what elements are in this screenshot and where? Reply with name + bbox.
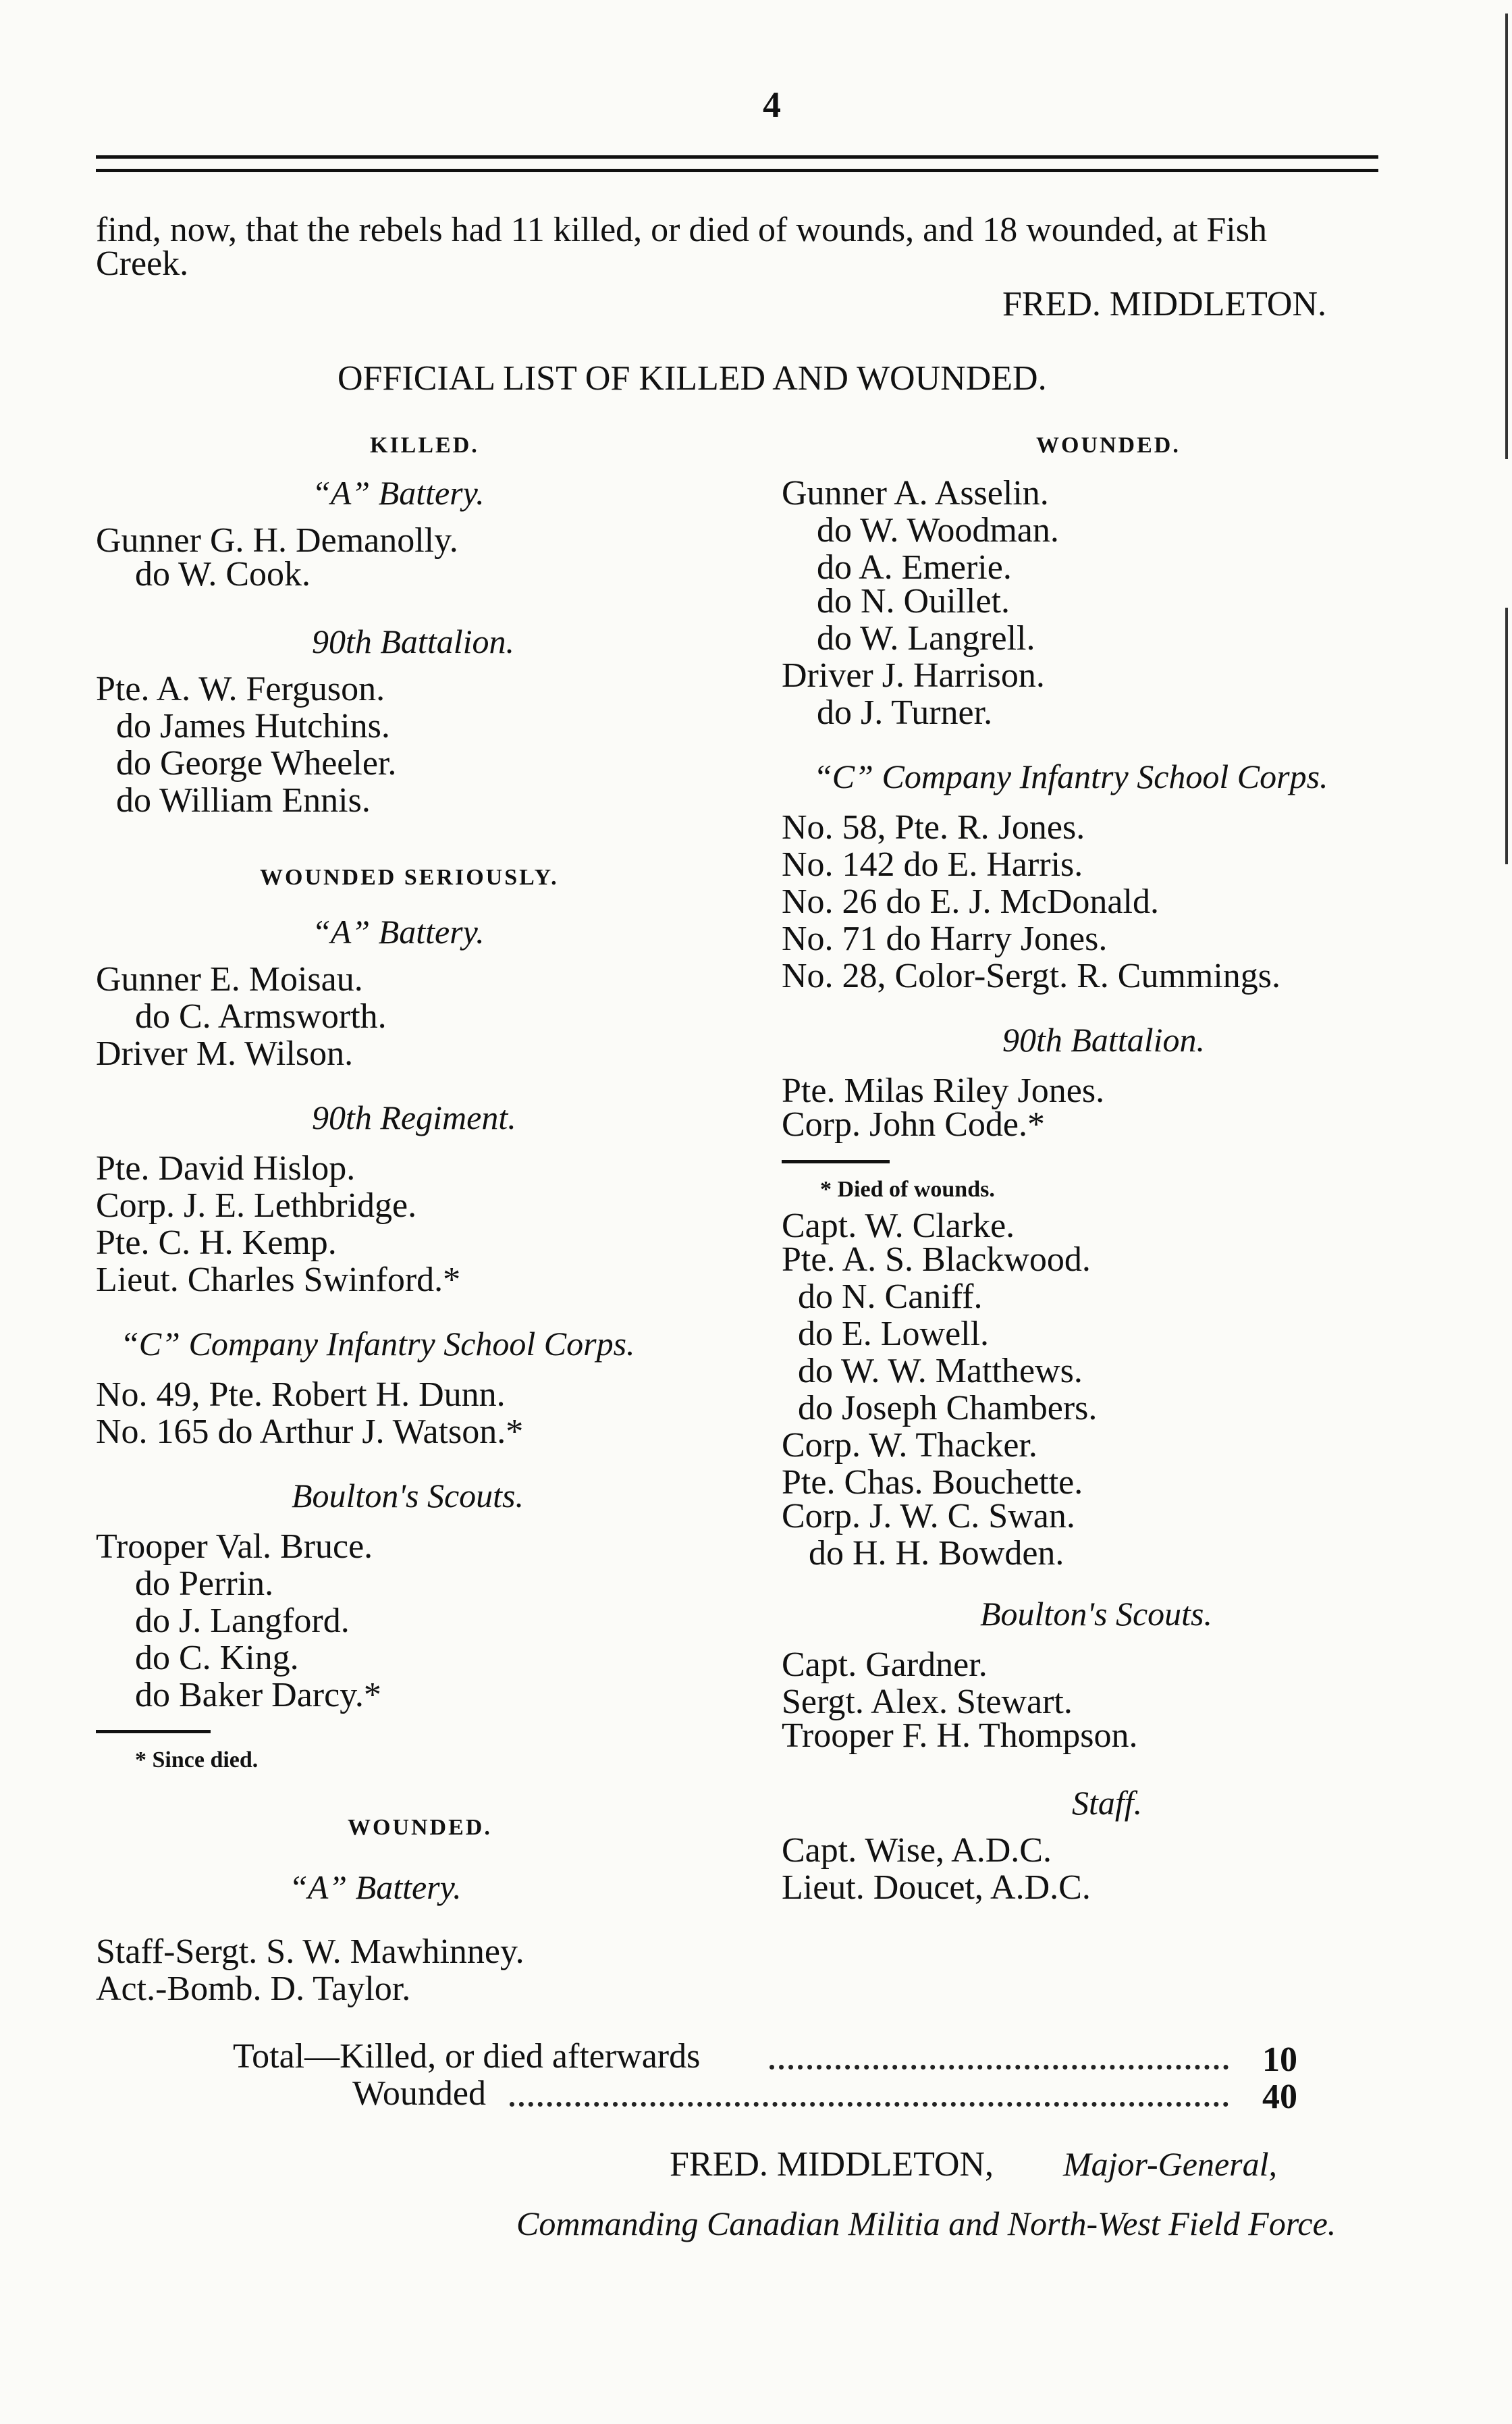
closing-command: Commanding Canadian Militia and North-West Field Force.	[516, 2205, 1336, 2242]
list-item: Corp. J. E. Lethbridge.	[96, 1186, 417, 1225]
c-company-heading: “C” Company Infantry School Corps.	[120, 1325, 635, 1363]
wounded-a-battery-heading: “A” Battery.	[289, 1868, 462, 1906]
list-item: do E. Lowell.	[798, 1315, 990, 1353]
list-item: No. 49, Pte. Robert H. Dunn.	[96, 1375, 506, 1414]
list-item: do N. Ouillet.	[817, 582, 1010, 621]
list-item: do Perrin.	[135, 1564, 274, 1603]
list-item: Capt. W. Clarke.	[782, 1207, 1015, 1245]
list-item: do N. Caniff.	[798, 1277, 983, 1316]
list-item: Gunner A. Asselin.	[782, 474, 1049, 512]
staff-heading: Staff.	[1072, 1784, 1143, 1822]
header-rule	[96, 169, 1378, 172]
list-item: do James Hutchins.	[116, 707, 390, 745]
closing-rank: Major-General,	[1063, 2145, 1277, 2183]
list-item: Act.-Bomb. D. Taylor.	[96, 1970, 411, 2008]
footnote-rule	[96, 1730, 211, 1733]
list-item: Capt. Gardner.	[782, 1645, 988, 1684]
list-item: Pte. A. W. Ferguson.	[96, 670, 385, 708]
header-rule	[96, 155, 1378, 159]
reg90-heading: 90th Regiment.	[312, 1099, 516, 1136]
list-item: Corp. John Code.*	[782, 1105, 1045, 1144]
list-item: Corp. J. W. C. Swan.	[782, 1497, 1075, 1535]
closing-signature: FRED. MIDDLETON,	[670, 2145, 994, 2184]
list-item: Corp. W. Thacker.	[782, 1426, 1037, 1465]
list-item: do C. King.	[135, 1639, 299, 1677]
intro-line: Creek.	[96, 244, 189, 283]
total-killed-label: Total—Killed, or died afterwards	[233, 2037, 701, 2076]
list-item: No. 26 do E. J. McDonald.	[782, 882, 1159, 921]
c-company-heading-right: “C” Company Infantry School Corps.	[813, 758, 1328, 795]
list-item: Driver M. Wilson.	[96, 1034, 354, 1073]
list-item: Pte. Chas. Bouchette.	[782, 1463, 1083, 1502]
list-title: OFFICIAL LIST OF KILLED AND WOUNDED.	[338, 359, 1047, 398]
list-item: do J. Langford.	[135, 1602, 350, 1640]
list-item: Trooper F. H. Thompson.	[782, 1716, 1138, 1755]
died-of-wounds-note: * Died of wounds.	[820, 1177, 995, 1202]
intro-signature: FRED. MIDDLETON.	[1002, 285, 1327, 323]
boulton-heading: Boulton's Scouts.	[292, 1477, 524, 1514]
list-item: do George Wheeler.	[116, 744, 397, 783]
list-item: do A. Emerie.	[817, 548, 1012, 587]
since-died-note: * Since died.	[135, 1747, 259, 1772]
list-item: No. 58, Pte. R. Jones.	[782, 808, 1085, 847]
page-number: 4	[763, 84, 781, 125]
total-wounded-label: Wounded	[352, 2074, 486, 2113]
list-item: Pte. A. S. Blackwood.	[782, 1240, 1091, 1279]
ws-a-battery-heading: “A” Battery.	[312, 913, 485, 951]
intro-line: find, now, that the rebels had 11 killed, or died of wounds, and 18 wounded, at Fish	[96, 211, 1267, 249]
list-item: Driver J. Harrison.	[782, 656, 1045, 695]
wounded-heading-left: WOUNDED.	[348, 1815, 492, 1840]
list-item: No. 28, Color-Sergt. R. Cummings.	[782, 957, 1281, 995]
list-item: Pte. David Hislop.	[96, 1149, 356, 1188]
boulton-heading-right: Boulton's Scouts.	[980, 1595, 1213, 1633]
list-item: Sergt. Alex. Stewart.	[782, 1683, 1073, 1721]
list-item: Lieut. Charles Swinford.*	[96, 1261, 461, 1299]
total-killed-value: 10	[1262, 2040, 1297, 2079]
list-item: do Joseph Chambers.	[798, 1389, 1098, 1427]
wounded-seriously-heading: WOUNDED SERIOUSLY.	[260, 865, 559, 890]
killed-heading: KILLED.	[370, 433, 479, 458]
list-item: do H. H. Bowden.	[809, 1534, 1064, 1573]
list-item: Pte. Milas Riley Jones.	[782, 1072, 1105, 1110]
list-item: do William Ennis.	[116, 781, 371, 820]
wounded-heading-right: WOUNDED.	[1036, 433, 1181, 458]
list-item: Pte. C. H. Kemp.	[96, 1223, 337, 1262]
list-item: do W. W. Matthews.	[798, 1352, 1083, 1390]
list-item: do W. Woodman.	[817, 511, 1059, 550]
list-item: do C. Armsworth.	[135, 997, 387, 1036]
list-item: do W. Langrell.	[817, 619, 1035, 658]
leader-dots	[770, 2065, 1228, 2070]
list-item: No. 71 do Harry Jones.	[782, 920, 1108, 958]
list-item: do J. Turner.	[817, 693, 993, 732]
list-item: No. 165 do Arthur J. Watson.*	[96, 1413, 524, 1451]
list-item: Trooper Val. Bruce.	[96, 1527, 373, 1566]
list-item: Gunner E. Moisau.	[96, 960, 363, 999]
bat90-heading-right: 90th Battalion.	[1002, 1021, 1205, 1059]
list-item: Lieut. Doucet, A.D.C.	[782, 1868, 1091, 1907]
a-battery-heading: “A” Battery.	[312, 474, 485, 512]
leader-dots	[510, 2102, 1228, 2107]
list-item: Capt. Wise, A.D.C.	[782, 1831, 1052, 1870]
total-wounded-value: 40	[1262, 2078, 1297, 2116]
list-item: No. 142 do E. Harris.	[782, 845, 1083, 884]
bat90-heading: 90th Battalion.	[312, 623, 514, 660]
list-item: do Baker Darcy.*	[135, 1676, 381, 1714]
list-item: Staff-Sergt. S. W. Mawhinney.	[96, 1932, 524, 1971]
list-item: Gunner G. H. Demanolly.	[96, 521, 458, 560]
footnote-rule	[782, 1160, 890, 1163]
page-edge	[1505, 608, 1508, 864]
list-item: do W. Cook.	[135, 555, 311, 594]
page-edge	[1505, 14, 1508, 459]
